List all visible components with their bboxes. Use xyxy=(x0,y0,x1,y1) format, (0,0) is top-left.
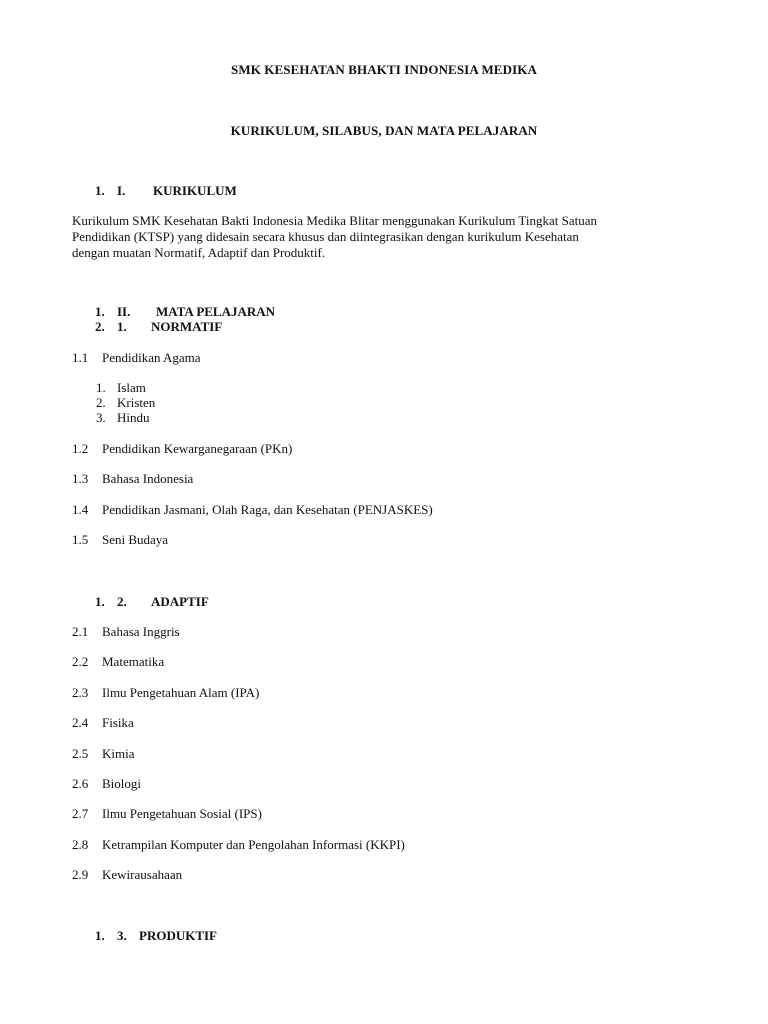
heading-mapel-label: MATA PELAJARAN xyxy=(156,304,276,319)
sub-list-item-number: 2. xyxy=(96,395,106,410)
list-item-label: Bahasa Inggris xyxy=(102,624,180,639)
heading-produktif-num1: 1. xyxy=(95,928,105,943)
sub-list-item-label: Islam xyxy=(117,380,146,395)
kurikulum-paragraph-line: Kurikulum SMK Kesehatan Bakti Indonesia Medika Blitar menggunakan Kurikulum Tingkat Satuan xyxy=(72,213,597,228)
list-item-number: 2.8 xyxy=(72,837,89,852)
kurikulum-paragraph xyxy=(72,213,712,261)
list-item-number: 2.5 xyxy=(72,746,89,761)
list-item-label: Biologi xyxy=(102,776,142,791)
heading-kurikulum-num2: I. xyxy=(117,183,126,198)
list-item-number: 1.4 xyxy=(72,502,89,517)
list-item-label: Ilmu Pengetahuan Alam (IPA) xyxy=(102,685,260,700)
heading-produktif-label: PRODUKTIF xyxy=(139,928,217,943)
list-item-number: 2.2 xyxy=(72,654,89,669)
list-item-number: 2.1 xyxy=(72,624,89,639)
kurikulum-paragraph-line: Pendidikan (KTSP) yang didesain secara khusus dan diintegrasikan dengan kurikulum Kesehatan xyxy=(72,229,579,244)
list-item-label: Pendidikan Kewarganegaraan (PKn) xyxy=(102,441,293,456)
sub-list-item-label: Kristen xyxy=(117,395,156,410)
sub-list-item-label: Hindu xyxy=(117,410,150,425)
sub-list-item-number: 1. xyxy=(96,380,106,395)
heading-adaptif-num1: 1. xyxy=(95,594,105,609)
list-item-label: Ilmu Pengetahuan Sosial (IPS) xyxy=(102,806,262,821)
list-item-label: Bahasa Indonesia xyxy=(102,471,194,486)
list-item-number: 2.9 xyxy=(72,867,89,882)
list-item-label: Matematika xyxy=(102,654,165,669)
document-subtitle: KURIKULUM, SILABUS, DAN MATA PELAJARAN xyxy=(230,123,538,138)
heading-normatif-label: NORMATIF xyxy=(151,319,223,334)
heading-mapel-num2: II. xyxy=(117,304,131,319)
list-item-label: Kimia xyxy=(102,746,135,761)
heading-adaptif-num2: 2. xyxy=(117,594,127,609)
document-title: SMK KESEHATAN BHAKTI INDONESIA MEDIKA xyxy=(231,62,537,77)
list-item-number: 2.6 xyxy=(72,776,89,791)
list-item-number: 1.1 xyxy=(72,350,89,365)
list-item-label: Ketrampilan Komputer dan Pengolahan Informasi (KKPI) xyxy=(102,837,405,852)
list-item-label: Pendidikan Agama xyxy=(102,350,201,365)
list-item-label: Kewirausahaan xyxy=(102,867,183,882)
list-item-number: 2.7 xyxy=(72,806,89,821)
sub-list-item-number: 3. xyxy=(96,410,106,425)
heading-kurikulum-num1: 1. xyxy=(95,183,105,198)
list-item-label: Seni Budaya xyxy=(102,532,169,547)
list-item-label: Pendidikan Jasmani, Olah Raga, dan Kesehatan (PENJASKES) xyxy=(102,502,433,517)
heading-produktif-num2: 3. xyxy=(117,928,127,943)
list-item-number: 1.5 xyxy=(72,532,89,547)
list-item-number: 1.2 xyxy=(72,441,89,456)
heading-mapel-num1: 1. xyxy=(95,304,105,319)
heading-normatif-num2: 1. xyxy=(117,319,127,334)
list-item-label: Fisika xyxy=(102,715,134,730)
heading-normatif-num1: 2. xyxy=(95,319,105,334)
heading-adaptif-label: ADAPTIF xyxy=(151,594,209,609)
heading-kurikulum-label: KURIKULUM xyxy=(153,183,237,198)
list-item-number: 1.3 xyxy=(72,471,89,486)
kurikulum-paragraph-line: dengan muatan Normatif, Adaptif dan Produktif. xyxy=(72,245,326,260)
list-item-number: 2.3 xyxy=(72,685,89,700)
list-item-number: 2.4 xyxy=(72,715,89,730)
